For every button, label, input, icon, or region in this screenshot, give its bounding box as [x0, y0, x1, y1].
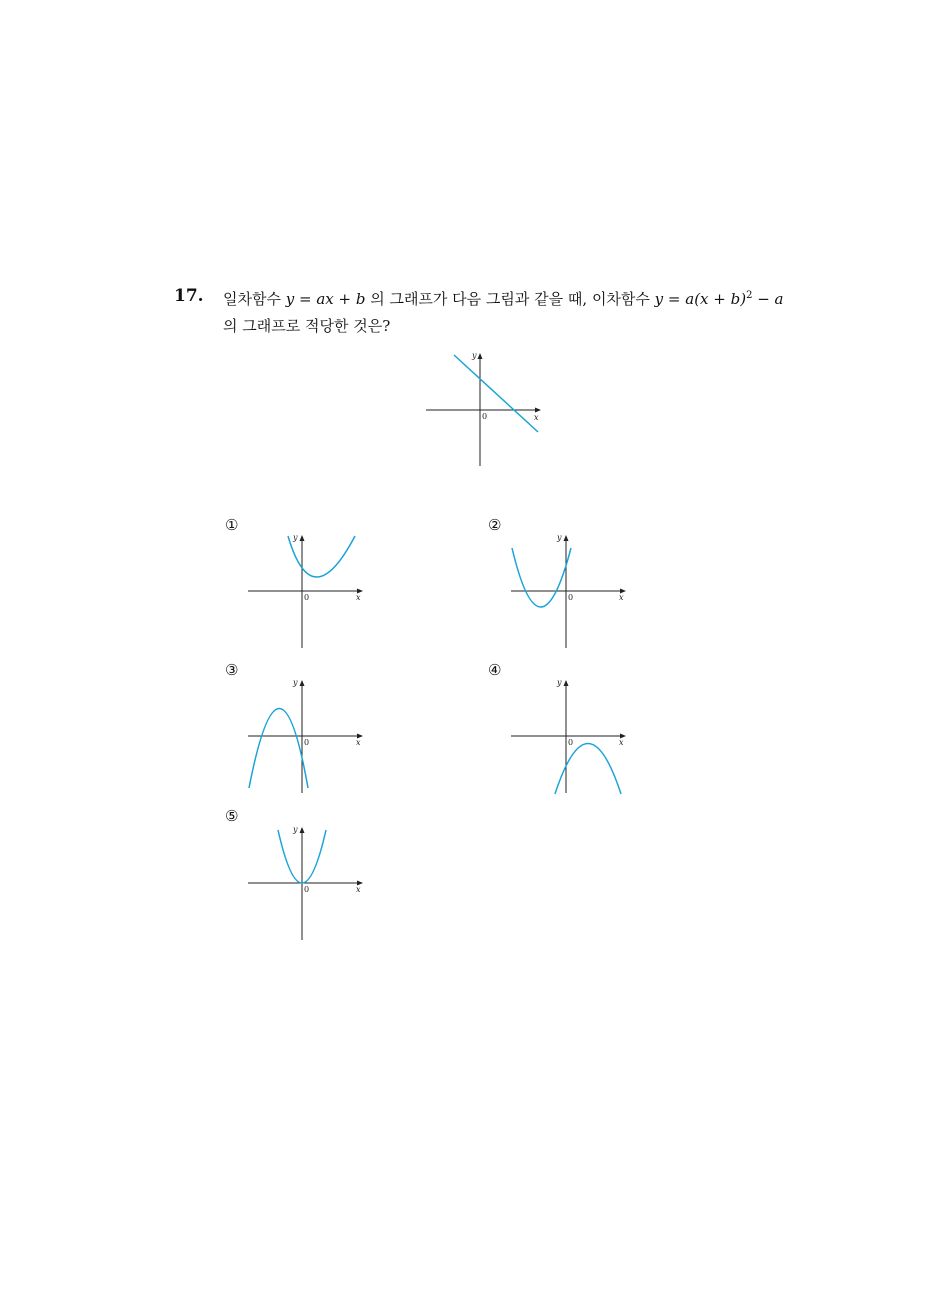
y-axis-arrow [300, 535, 305, 541]
x-axis-label: x [356, 885, 361, 894]
choice-1-graph[interactable] [246, 530, 368, 652]
x-axis-label: x [356, 593, 361, 602]
x-axis-label: x [356, 738, 361, 747]
exponent: 2 [746, 290, 753, 301]
question-number: 17. [174, 286, 204, 306]
origin-label: 0 [482, 412, 488, 421]
x-axis-label: x [534, 413, 539, 422]
parabola-curve [288, 536, 355, 577]
y-axis-label: y [472, 351, 477, 360]
question-text-part: 의 그래프가 다음 그림과 같을 때, 이차함수 [365, 290, 655, 308]
choice-5-marker[interactable]: ⑤ [225, 807, 239, 825]
choice-4-marker[interactable]: ④ [488, 661, 502, 679]
choice-1-marker[interactable]: ① [225, 516, 239, 534]
origin-label: 0 [304, 738, 310, 747]
parabola-curve [512, 548, 574, 607]
y-axis-arrow [478, 353, 483, 359]
question-text-line2: 의 그래프로 적당한 것은? [223, 317, 391, 335]
linear-graph [420, 348, 550, 470]
question-text-line1 [223, 288, 784, 309]
linear-function-line [454, 355, 538, 432]
choice-2-marker[interactable]: ② [488, 516, 502, 534]
quadratic-function-expression: y = a(x + b) [654, 290, 747, 308]
origin-label: 0 [568, 738, 574, 747]
x-axis-label: x [619, 738, 624, 747]
y-axis-arrow [300, 680, 305, 686]
choice-4-graph[interactable] [509, 675, 631, 797]
origin-label: 0 [304, 593, 310, 602]
parabola-curve [555, 744, 621, 795]
y-axis-label: y [293, 678, 298, 687]
x-axis-label: x [619, 593, 624, 602]
y-axis-label: y [293, 825, 298, 834]
linear-function-expression: y = ax + b [285, 290, 366, 308]
y-axis-label: y [557, 678, 562, 687]
choice-3-graph[interactable] [246, 675, 368, 797]
choice-2-graph[interactable] [509, 530, 631, 652]
question-text-part: 일차함수 [223, 290, 286, 308]
choice-5-graph[interactable] [246, 822, 368, 944]
origin-label: 0 [304, 885, 310, 894]
x-axis-arrow [535, 408, 541, 413]
y-axis-label: y [293, 533, 298, 542]
y-axis-arrow [564, 680, 569, 686]
choice-3-marker[interactable]: ③ [225, 661, 239, 679]
origin-label: 0 [568, 593, 574, 602]
parabola-curve [249, 709, 308, 789]
y-axis-arrow [300, 827, 305, 833]
quadratic-function-tail: − a [752, 290, 784, 308]
y-axis-label: y [557, 533, 562, 542]
y-axis-arrow [564, 535, 569, 541]
